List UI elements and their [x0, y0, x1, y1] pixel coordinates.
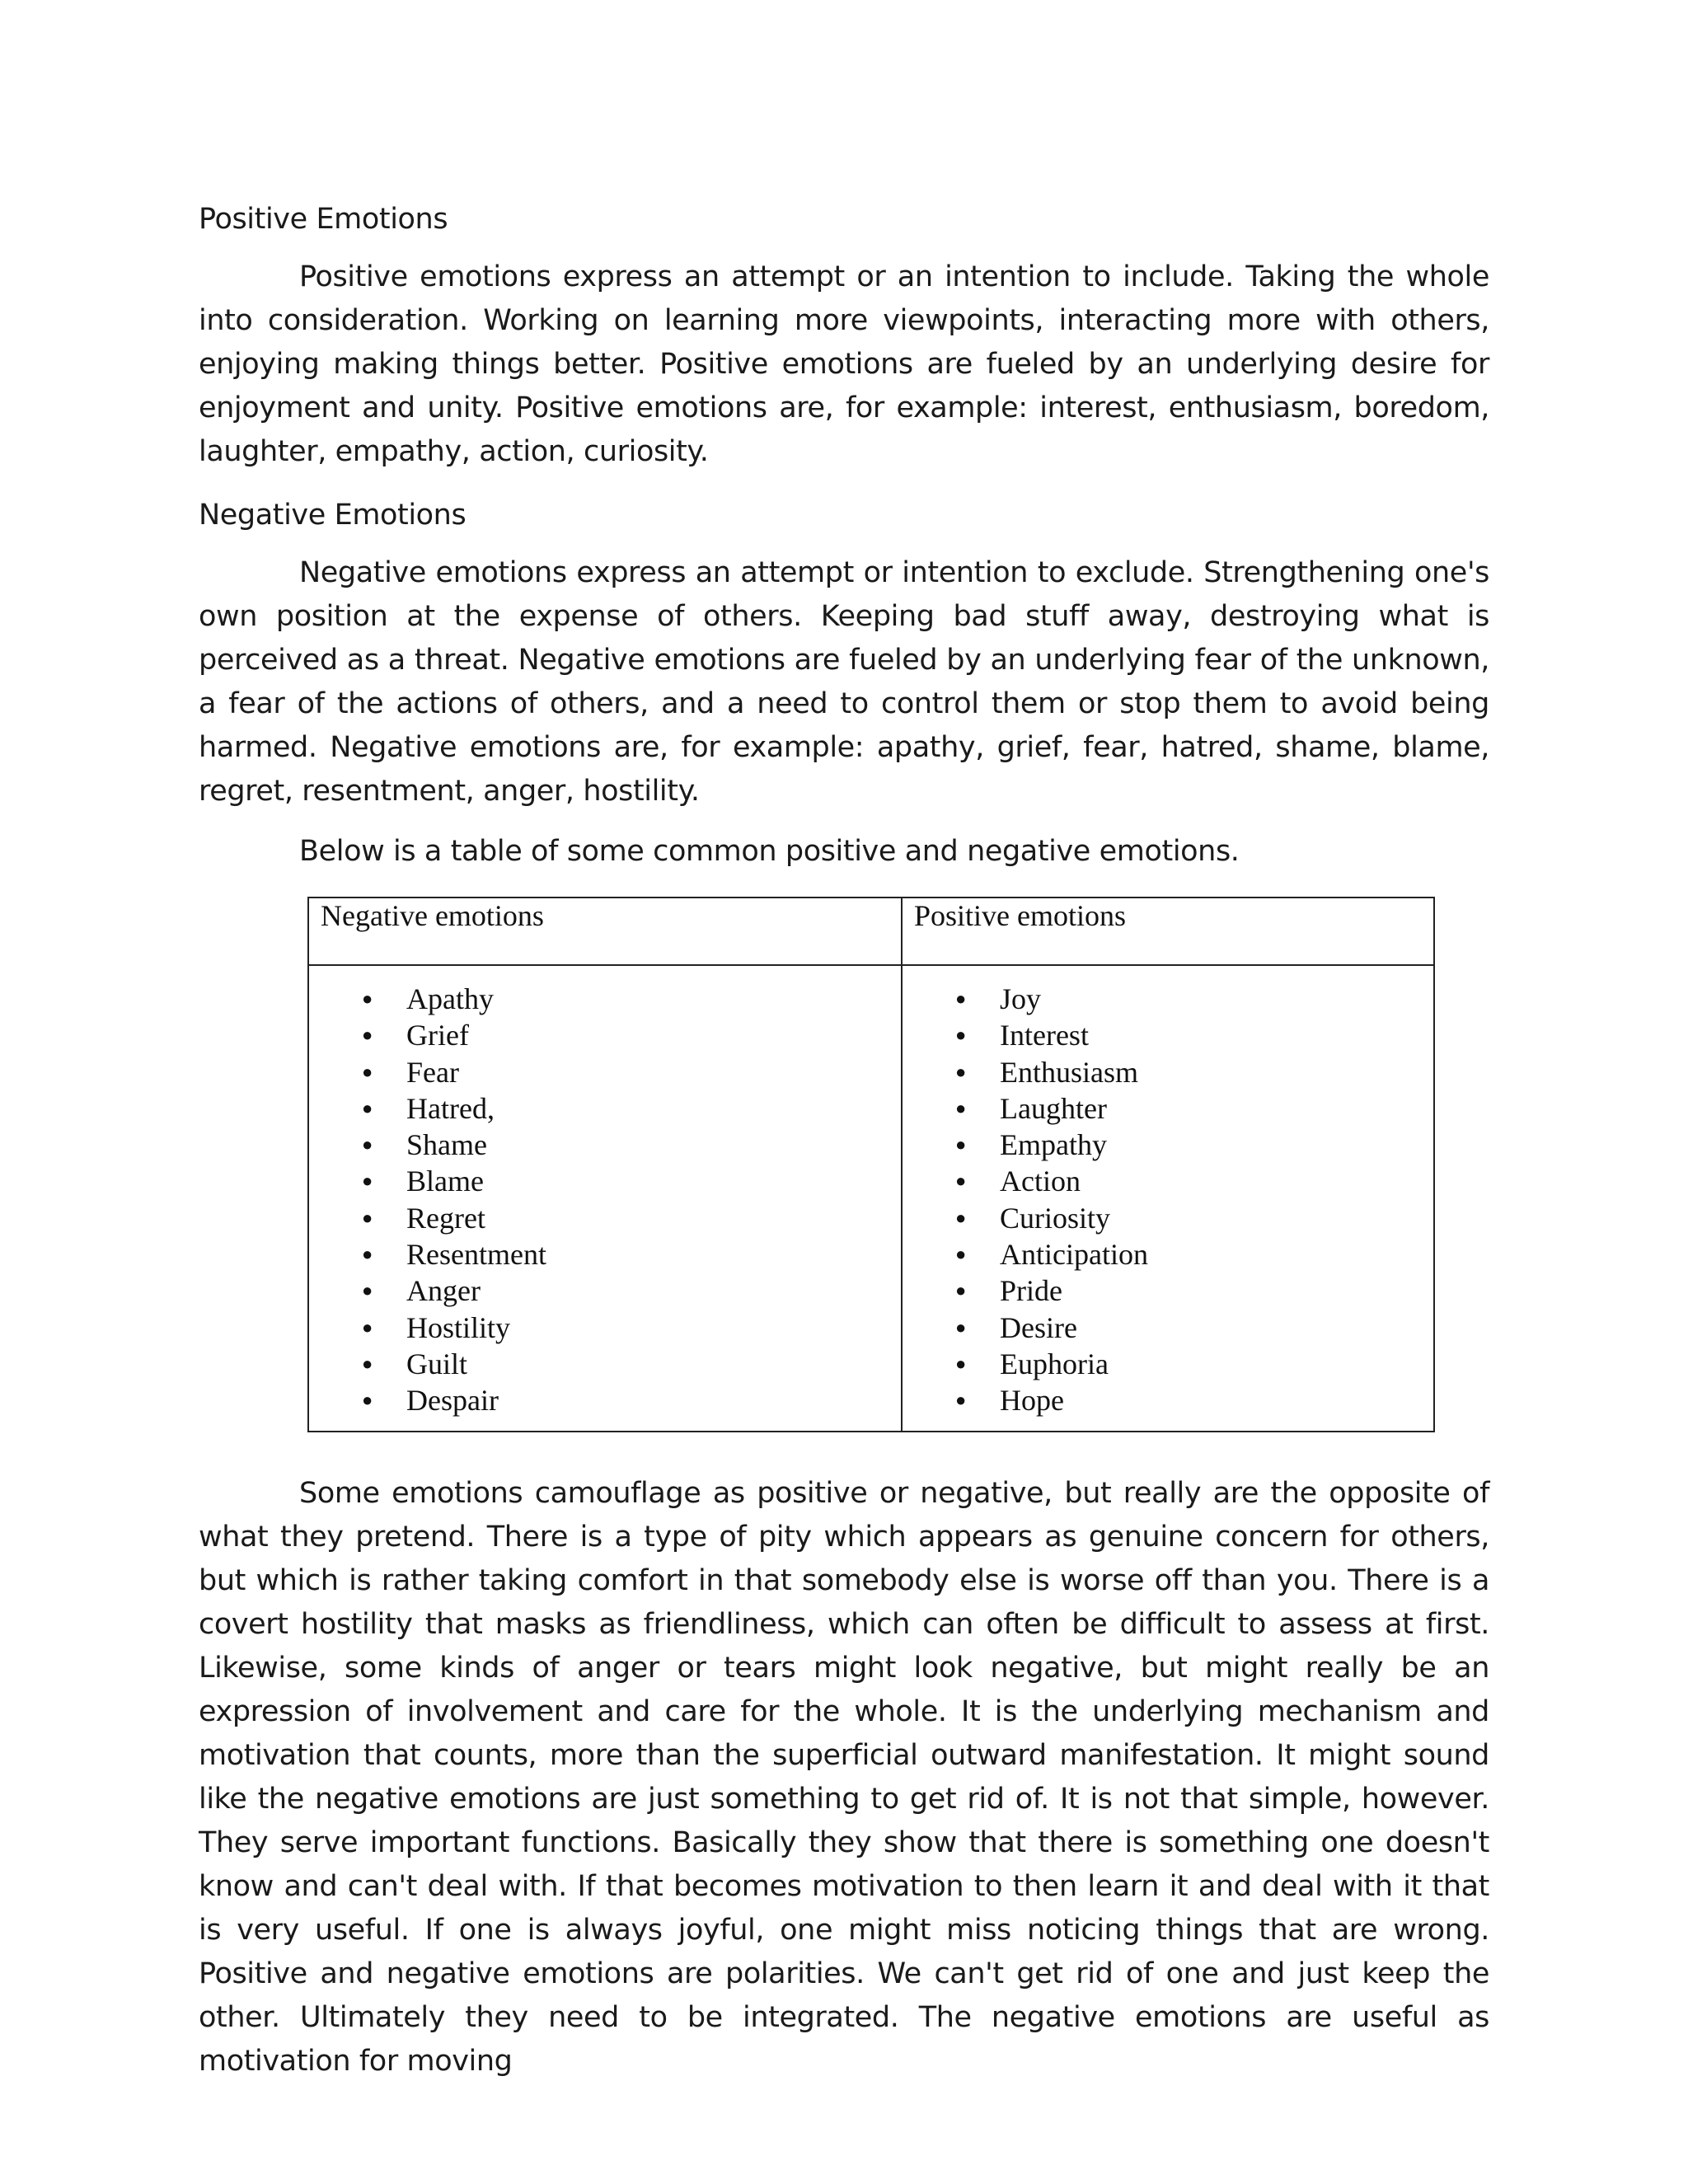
emotions-table-wrapper [307, 897, 1435, 1432]
negative-emotion-item: ● Guilt [362, 1346, 901, 1382]
heading-positive-emotions: Positive Emotions [199, 203, 448, 236]
negative-emotion-item: ● Hostility [362, 1310, 901, 1346]
positive-emotion-item: ● Action [955, 1163, 1433, 1199]
positive-emotion-item: ● Pride [955, 1272, 1433, 1309]
emotions-table [307, 897, 1435, 1432]
positive-emotion-item: ● Laughter [955, 1090, 1433, 1127]
negative-emotion-item: ● Shame [362, 1127, 901, 1163]
paragraph-negative-emotions: Negative emotions express an attempt or intention to exclude. Strengthening one's own position at the expense of others. Keeping bad stuff away, destroying what is perceived as a threat. Negative emotions are fueled by an underlying fear of the unknown, a fear of the actions of others, and a need to control them or stop them to avoid being harmed. Negative emotions are, for example: apathy, grief, fear, hatred, shame, blame, regret, resentment, anger, hostility. [199, 556, 1489, 808]
table-body-row [308, 965, 1434, 1432]
positive-emotion-item: ● Desire [955, 1310, 1433, 1346]
negative-emotion-item: ● Hatred, [362, 1090, 901, 1127]
negative-emotions-list [309, 981, 901, 1419]
positive-emotion-item: ● Hope [955, 1382, 1433, 1418]
negative-emotion-item: ● Anger [362, 1272, 901, 1309]
negative-emotion-item: ● Grief [362, 1017, 901, 1053]
positive-emotion-item: ● Enthusiasm [955, 1054, 1433, 1090]
positive-emotion-item: ● Anticipation [955, 1236, 1433, 1272]
table-header-row [308, 898, 1434, 965]
positive-emotion-item: ● Euphoria [955, 1346, 1433, 1382]
negative-emotion-item: ● Regret [362, 1200, 901, 1236]
negative-emotion-item: ● Blame [362, 1163, 901, 1199]
header-positive-emotions: Positive emotions [902, 898, 1434, 965]
negative-emotion-item: ● Apathy [362, 981, 901, 1017]
document-page [199, 194, 1489, 2100]
positive-emotion-item: ● Curiosity [955, 1200, 1433, 1236]
heading-negative-emotions: Negative Emotions [199, 499, 467, 532]
negative-emotion-item: ● Fear [362, 1054, 901, 1090]
negative-emotion-item: ● Despair [362, 1382, 901, 1418]
positive-emotion-item: ● Interest [955, 1017, 1433, 1053]
positive-emotions-cell [902, 965, 1434, 1432]
table-intro-text: Below is a table of some common positive and negative emotions. [299, 835, 1240, 868]
paragraph-camouflage-emotions: Some emotions camouflage as positive or negative, but really are the opposite of what they pretend. There is a type of pity which appears as genuine concern for others, but which is rather taking comfort in that somebody else is worse off than you. There is a covert hostility that masks as friendliness, which can often be difficult to assess at first. Likewise, some kinds of anger or tears might look negative, but might really be an expression of involvement and care for the whole. It is the underlying mechanism and motivation that counts, more than the superficial outward manifestation. It might sound like the negative emotions are just something to get rid of. It is not that simple, however. They serve important functions. Basically they show that there is something one doesn't know and can't deal with. If that becomes motivation to then learn it and deal with it that is very useful. If one is always joyful, one might miss noticing things that are wrong. Positive and negative emotions are polarities. We can't get rid of one and just keep the other. Ultimately they need to be integrated. The negative emotions are useful as motivation for moving [199, 1476, 1489, 2078]
positive-emotions-list [903, 981, 1433, 1419]
negative-emotion-item: ● Resentment [362, 1236, 901, 1272]
header-negative-emotions: Negative emotions [308, 898, 902, 965]
paragraph-positive-emotions: Positive emotions express an attempt or an intention to include. Taking the whole into consideration. Working on learning more viewpoints, interacting more with others, enjoying making things better. Positive emotions are fueled by an underlying desire for enjoyment and unity. Positive emotions are, for example: interest, enthusiasm, boredom, laughter, empathy, action, curiosity. [199, 260, 1489, 468]
positive-emotion-item: ● Empathy [955, 1127, 1433, 1163]
positive-emotion-item: ● Joy [955, 981, 1433, 1017]
negative-emotions-cell [308, 965, 902, 1432]
